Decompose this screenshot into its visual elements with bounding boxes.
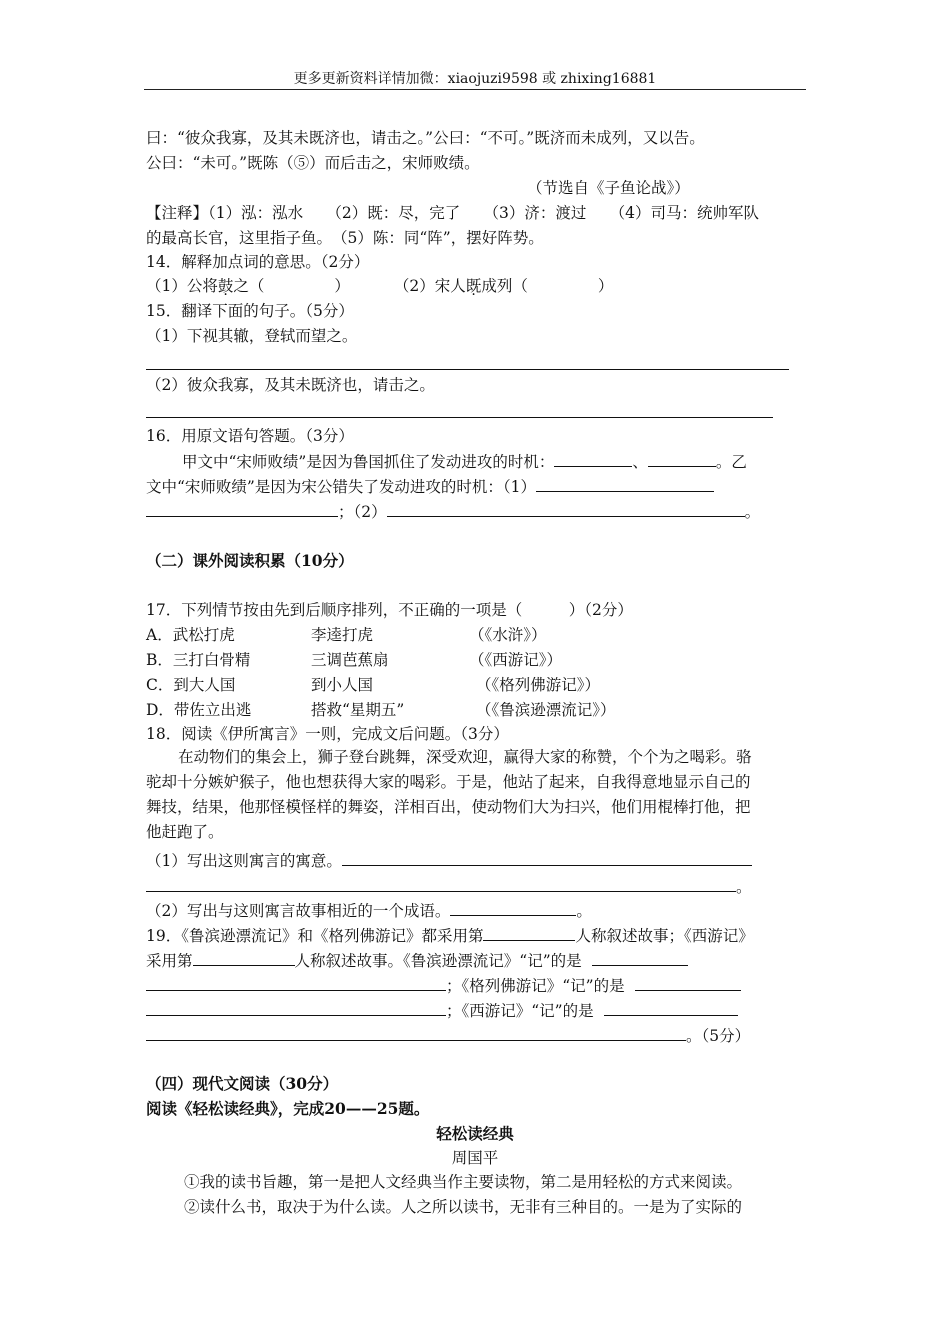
- answer-blank[interactable]: [146, 975, 446, 991]
- answer-blank[interactable]: [554, 451, 632, 467]
- q18-text: （1）写出这则寓言的寓意。: [146, 852, 342, 870]
- q18-part1: [146, 850, 752, 871]
- answer-blank[interactable]: [635, 975, 741, 991]
- q19-text: 人称叙述故事。《鲁滨逊漂流记》“记”的是: [294, 952, 582, 970]
- q16-line3: [146, 501, 760, 522]
- fable-paragraph: 在动物们的集会上，狮子登台跳舞，深受欢迎，赢得大家的称赞，个个为之喝彩。骆: [178, 748, 752, 766]
- q16-text: 文中“宋师败绩”是因为宋公错失了发动进攻的时机：（1）: [146, 478, 536, 496]
- question-14-items: [146, 276, 613, 296]
- q19-line2: [146, 950, 688, 971]
- option-source: （《西游记》）: [469, 651, 563, 669]
- q16-text: 。乙: [715, 453, 747, 471]
- option-a: D．带佐立出逃: [146, 701, 252, 719]
- answer-blank[interactable]: [146, 1025, 686, 1041]
- option-row: [146, 650, 562, 670]
- question-16: 16．用原文语句答题。（3分）: [146, 427, 354, 445]
- q19-text: ；《格列佛游记》“记”的是: [446, 977, 625, 995]
- dotted-word: 鼓: [217, 277, 234, 295]
- answer-blank[interactable]: [604, 1000, 738, 1016]
- question-14: 14．解释加点词的意思。（2分）: [146, 253, 370, 271]
- answer-line[interactable]: [146, 417, 773, 418]
- q19-text: ；《西游记》“记”的是: [446, 1002, 594, 1020]
- q19-line5: [146, 1025, 750, 1046]
- option-a: C．到大人国: [146, 676, 236, 694]
- q14b-close: ）: [597, 277, 614, 295]
- question-15: 15．翻译下面的句子。（5分）: [146, 302, 354, 320]
- q19-text: 。（5分）: [686, 1027, 751, 1045]
- article-author: 周国平: [451, 1149, 499, 1167]
- option-b: 搭救“星期五”: [311, 701, 405, 719]
- article-paragraph: ②读什么书，取决于为什么读。人之所以读书，无非有三种目的。一是为了实际的: [184, 1198, 743, 1216]
- option-a: B．三打白骨精: [146, 651, 251, 669]
- option-row: [146, 625, 547, 645]
- q14b-prefix: （2）宋人: [393, 277, 466, 295]
- q16-sep: 、: [632, 453, 648, 471]
- section-heading: （四）现代文阅读（30分）: [146, 1074, 339, 1093]
- answer-blank[interactable]: [483, 925, 575, 941]
- option-a: A．武松打虎: [146, 626, 235, 644]
- fable-paragraph: 驼却十分嫉妒猴子，他也想获得大家的喝彩。于是，他站了起来，自我得意地显示自己的: [146, 773, 751, 791]
- answer-blank[interactable]: [146, 1000, 446, 1016]
- notes-line: 的最高长官，这里指子鱼。 （5）陈：同“阵”，摆好阵势。: [146, 229, 544, 247]
- q18-end: 。: [736, 878, 752, 896]
- q16-end: 。: [744, 503, 761, 521]
- option-b: 三调芭蕉扇: [311, 651, 389, 669]
- notes-line: 【注释】（1）泓：泓水 （2）既：尽，完了 （3）济：渡过 （4）司马：统帅军队: [146, 204, 759, 222]
- option-row: [146, 700, 616, 720]
- text-line: 曰：“彼众我寡，及其未既济也，请击之。”公曰：“不可。”既济而未成列，又以告。: [146, 129, 705, 147]
- q14b-post: 成列（: [481, 277, 528, 295]
- option-row: [146, 675, 600, 695]
- question-18: 18．阅读《伊所寓言》一则，完成文后问题。（3分）: [146, 725, 509, 743]
- answer-blank[interactable]: [592, 950, 688, 966]
- option-source: （《鲁滨逊漂流记》）: [476, 701, 616, 719]
- q16-line2: [146, 476, 714, 497]
- answer-blank[interactable]: [450, 900, 576, 916]
- page-header: 更多更新资料详情加微：xiaojuzi9598 或 zhixing16881: [293, 71, 657, 87]
- article-paragraph: ①我的读书旨趣，第一是把人文经典当作主要读物，第二是用轻松的方式来阅读。: [184, 1173, 743, 1191]
- answer-blank[interactable]: [146, 501, 338, 517]
- answer-blank[interactable]: [536, 476, 714, 492]
- source-note: （节选自《子鱼论战》）: [527, 179, 690, 197]
- q16-line1: [182, 451, 747, 472]
- q19-text: 采用第: [146, 952, 193, 970]
- q14a-prefix: （1）公将: [146, 277, 218, 295]
- option-source: （《水浒》）: [469, 626, 547, 644]
- answer-blank[interactable]: [193, 950, 295, 966]
- answer-blank[interactable]: [342, 850, 752, 866]
- q16-text: 甲文中“宋师败绩”是因为鲁国抓住了发动进攻的时机：: [182, 453, 555, 471]
- answer-blank[interactable]: [146, 876, 736, 892]
- option-source: （《格列佛游记》）: [476, 676, 601, 694]
- question-19: [146, 925, 754, 946]
- section-heading: （二）课外阅读积累（10分）: [146, 551, 354, 570]
- answer-blank[interactable]: [648, 451, 716, 467]
- q18-part1-line2: [146, 876, 752, 897]
- question-17: 17．下列情节按由先到后顺序排列，不正确的一项是（ ）（2分）: [146, 601, 633, 619]
- option-b: 到小人国: [311, 676, 374, 694]
- article-title: 轻松读经典: [436, 1124, 514, 1143]
- q14a-post: 之（: [233, 277, 265, 295]
- q18-part2: [146, 900, 592, 921]
- q18-text: （2）写出与这则寓言故事相近的一个成语。: [146, 902, 451, 920]
- q19-text: 人称叙述故事；《西游记》: [575, 927, 754, 945]
- header-rule: [144, 89, 806, 90]
- q19-line3: [146, 975, 741, 996]
- q19-line4: [146, 1000, 738, 1021]
- question-15-a: （1）下视其辙，登轼而望之。: [146, 327, 358, 345]
- q16-sep: ；（2）: [338, 503, 387, 521]
- q14a-close: ）: [334, 277, 350, 295]
- answer-blank[interactable]: [387, 501, 745, 517]
- q18-end: 。: [576, 902, 592, 920]
- reading-intro: 阅读《轻松读经典》，完成20——25题。: [146, 1099, 430, 1118]
- answer-line[interactable]: [146, 369, 789, 370]
- question-15-b: （2）彼众我寡，及其未既济也，请击之。: [146, 376, 435, 394]
- fable-paragraph: 舞技，结果，他那怪模怪样的舞姿，洋相百出，使动物们大为扫兴，他们用棍棒打他，把: [146, 798, 751, 816]
- q19-text: 19．《鲁滨逊漂流记》和《格列佛游记》都采用第: [146, 927, 484, 945]
- option-b: 李逵打虎: [311, 626, 374, 644]
- fable-paragraph: 他赶跑了。: [146, 823, 224, 841]
- dotted-word: 既: [465, 277, 482, 295]
- text-line: 公曰：“未可。”既陈（⑤）而后击之，宋师败绩。: [146, 154, 480, 172]
